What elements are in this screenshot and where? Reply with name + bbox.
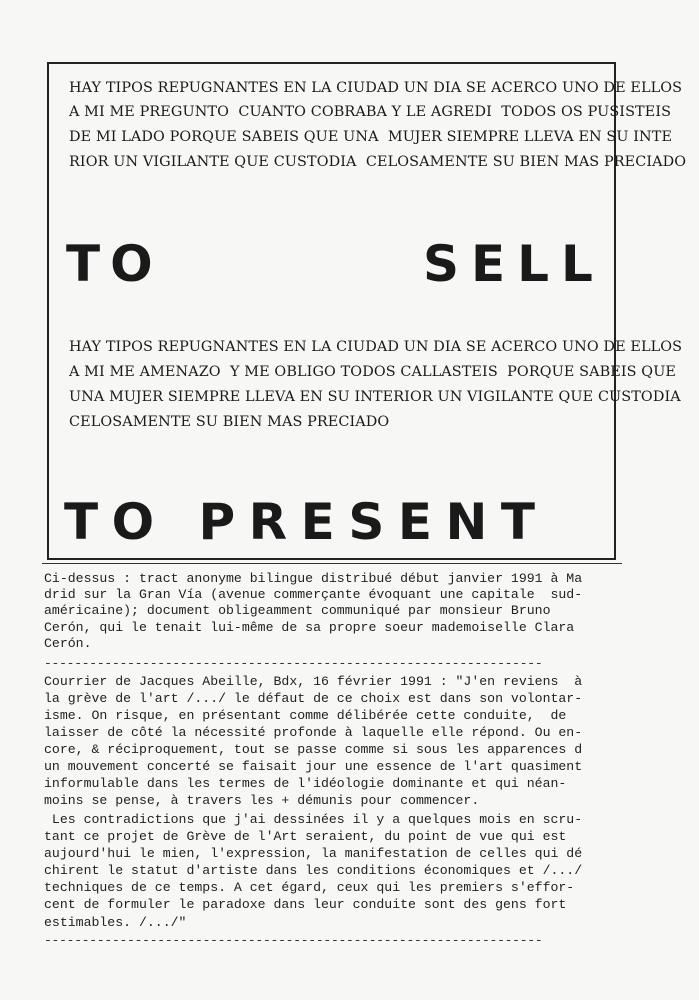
tract-box [47, 62, 687, 560]
letter-line: laisser de côté la nécessité profonde à laquelle elle répond. Ou en- [44, 725, 583, 740]
letter-line: la grève de l'art /.../ le défaut de ce choix est dans son volontar- [44, 691, 583, 706]
letter-line: tant ce projet de Grève de l'Art seraient, du point de vue qui est [44, 829, 567, 844]
caption-line: américaine); document obligeamment communiqué par monsieur Bruno [44, 603, 551, 618]
tract-text-line: A MI ME PREGUNTO CUANTO COBRABA Y LE AGREDI TODOS OS PUSISTEIS [69, 104, 672, 120]
caption-line: Cerón, qui le tenait lui-même de sa propre soeur mademoiselle Clara [44, 620, 575, 635]
divider-line [42, 563, 622, 564]
caption-line: drid sur la Gran Vía (avenue commerçante évoquant une capitale sud- [44, 587, 583, 602]
tract-text-line: A MI ME AMENAZO Y ME OBLIGO TODOS CALLASTEIS PORQUE SABEIS QUE [69, 364, 677, 380]
letter-line: Courrier de Jacques Abeille, Bdx, 16 février 1991 : "J'en reviens à [44, 674, 583, 689]
tract-text-line: DE MI LADO PORQUE SABEIS QUE UNA MUJER SIEMPRE LLEVA EN SU INTE [69, 129, 673, 145]
letter-line: informulable dans les termes de l'idéologie dominante et qui néan- [44, 776, 567, 791]
caption-line: Ci-dessus : tract anonyme bilingue distribué début janvier 1991 à Ma [44, 571, 583, 586]
tract-text-line: RIOR UN VIGILANTE QUE CUSTODIA CELOSAMENTE SU BIEN MAS PRECIADO [69, 154, 687, 170]
letter-line: isme. On risque, en présentant comme délibérée cette conduite, de [44, 708, 567, 723]
dashed-separator: ------------------------------------------------------------------ [44, 656, 543, 671]
letter-line: un mouvement concerté se faisait jour une essence de l'art quasiment [44, 759, 583, 774]
tract-text-line: HAY TIPOS REPUGNANTES EN LA CIUDAD UN DIA SE ACERCO UNO DE ELLOS [69, 339, 683, 355]
letter-line: estimables. /.../" [44, 915, 187, 930]
letter-line: aujourd'hui le mien, l'expression, la manifestation de celles qui dé [44, 846, 583, 861]
letter-line: moins se pense, à travers les + démunis pour commencer. [44, 793, 480, 808]
heading-to: TO [66, 235, 163, 293]
letter-line: Les contradictions que j'ai dessinées il y a quelques mois en scru- [44, 812, 583, 827]
letter-line: chirent le statut d'artiste dans les conditions économiques et /.../ [44, 863, 583, 878]
dashed-separator: ------------------------------------------------------------------ [44, 933, 543, 948]
letter-line: core, & réciproquement, tout se passe comme si sous les apparences d [44, 742, 583, 757]
caption-line: Cerón. [44, 636, 92, 651]
heading-to-present: TO PRESENT [64, 493, 549, 551]
tract-text-line: CELOSAMENTE SU BIEN MAS PRECIADO [69, 414, 390, 430]
heading-sell: SELL [423, 235, 605, 293]
tract-text-line: HAY TIPOS REPUGNANTES EN LA CIUDAD UN DIA SE ACERCO UNO DE ELLOS [69, 80, 683, 96]
tract-text-line: UNA MUJER SIEMPRE LLEVA EN SU INTERIOR UN VIGILANTE QUE CUSTODIA [69, 389, 681, 405]
letter-line: cent de formuler le paradoxe dans leur conduite sont des gens fort [44, 897, 567, 912]
letter-line: techniques de ce temps. A cet égard, ceux qui les premiers s'effor- [44, 880, 575, 895]
